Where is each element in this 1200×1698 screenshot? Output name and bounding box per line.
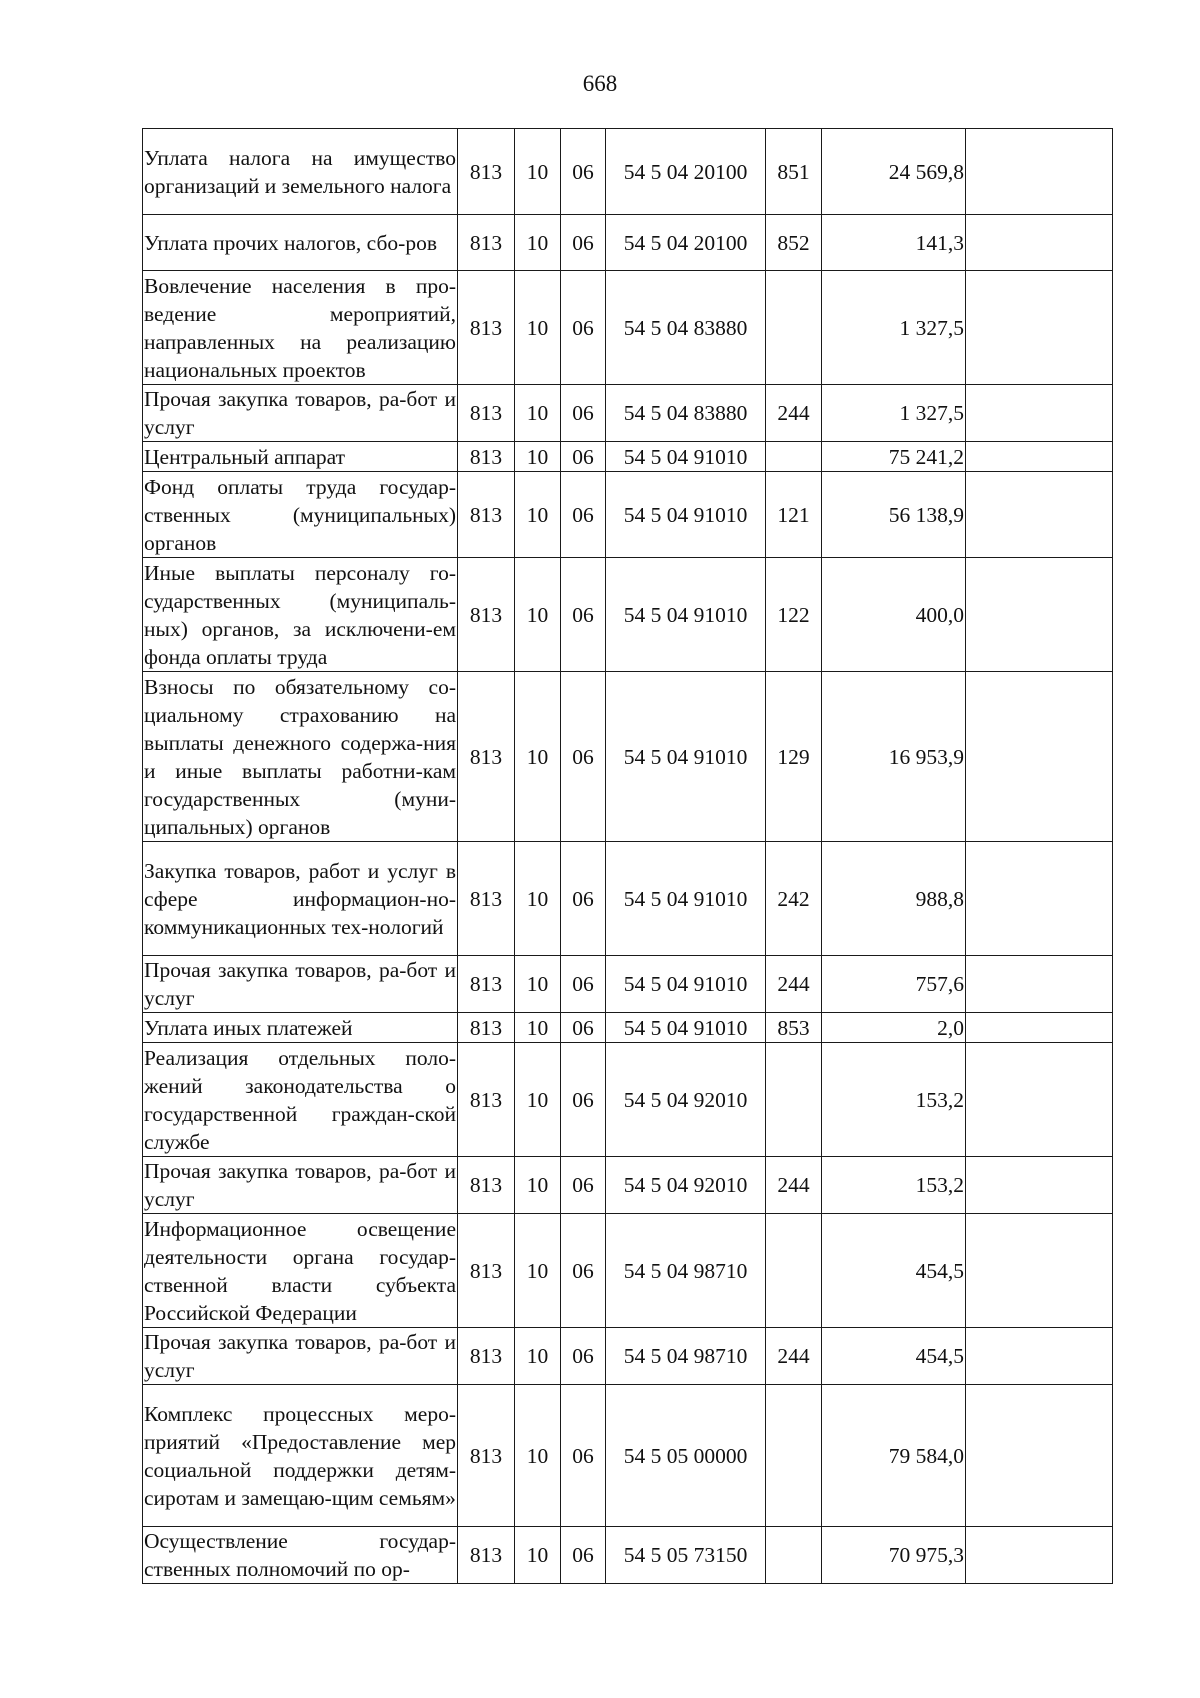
expense-type-code: 122 bbox=[766, 558, 822, 672]
table-row bbox=[143, 271, 1113, 385]
target-article-code: 54 5 04 91010 bbox=[606, 442, 766, 472]
subsection-code: 06 bbox=[561, 1013, 606, 1043]
table-row bbox=[143, 1043, 1113, 1157]
section-code: 10 bbox=[515, 558, 561, 672]
subsection-code: 06 bbox=[561, 558, 606, 672]
section-code: 10 bbox=[515, 1043, 561, 1157]
section-code: 10 bbox=[515, 1527, 561, 1584]
amount: 1 327,5 bbox=[822, 271, 966, 385]
section-code: 10 bbox=[515, 215, 561, 271]
expense-type-code: 244 bbox=[766, 1157, 822, 1214]
table-row bbox=[143, 1527, 1113, 1584]
subsection-code: 06 bbox=[561, 472, 606, 558]
expense-type-code: 852 bbox=[766, 215, 822, 271]
target-article-code: 54 5 05 73150 bbox=[606, 1527, 766, 1584]
subsection-code: 06 bbox=[561, 1385, 606, 1527]
item-name: Вовлечение населения в про-ведение мероприятий, направленных на реализацию национальных проектов bbox=[143, 271, 458, 385]
table-body bbox=[143, 129, 1113, 1584]
subsection-code: 06 bbox=[561, 1527, 606, 1584]
target-article-code: 54 5 04 91010 bbox=[606, 1013, 766, 1043]
ministry-code: 813 bbox=[458, 1013, 515, 1043]
extra-cell bbox=[966, 1157, 1113, 1214]
expense-type-code bbox=[766, 442, 822, 472]
expense-type-code: 129 bbox=[766, 672, 822, 842]
expense-type-code: 244 bbox=[766, 1328, 822, 1385]
section-code: 10 bbox=[515, 271, 561, 385]
extra-cell bbox=[966, 842, 1113, 956]
item-name: Реализация отдельных поло-жений законодательства о государственной граждан-ской службе bbox=[143, 1043, 458, 1157]
subsection-code: 06 bbox=[561, 842, 606, 956]
item-name: Центральный аппарат bbox=[143, 442, 458, 472]
table-row bbox=[143, 1013, 1113, 1043]
ministry-code: 813 bbox=[458, 558, 515, 672]
ministry-code: 813 bbox=[458, 1385, 515, 1527]
ministry-code: 813 bbox=[458, 1527, 515, 1584]
section-code: 10 bbox=[515, 1013, 561, 1043]
table-row bbox=[143, 1385, 1113, 1527]
expense-type-code: 853 bbox=[766, 1013, 822, 1043]
table-row bbox=[143, 672, 1113, 842]
section-code: 10 bbox=[515, 472, 561, 558]
amount: 75 241,2 bbox=[822, 442, 966, 472]
amount: 16 953,9 bbox=[822, 672, 966, 842]
item-name: Взносы по обязательному со-циальному страхованию на выплаты денежного содержа-ния и иные выплаты работни-кам государственных (муни-ципальных) органов bbox=[143, 672, 458, 842]
expense-type-code bbox=[766, 1214, 822, 1328]
item-name: Осуществление государ-ственных полномочий по ор- bbox=[143, 1527, 458, 1584]
amount: 24 569,8 bbox=[822, 129, 966, 215]
section-code: 10 bbox=[515, 442, 561, 472]
amount: 141,3 bbox=[822, 215, 966, 271]
amount: 454,5 bbox=[822, 1214, 966, 1328]
extra-cell bbox=[966, 442, 1113, 472]
amount: 1 327,5 bbox=[822, 385, 966, 442]
target-article-code: 54 5 04 91010 bbox=[606, 472, 766, 558]
target-article-code: 54 5 04 83880 bbox=[606, 385, 766, 442]
subsection-code: 06 bbox=[561, 672, 606, 842]
subsection-code: 06 bbox=[561, 442, 606, 472]
extra-cell bbox=[966, 956, 1113, 1013]
subsection-code: 06 bbox=[561, 1214, 606, 1328]
ministry-code: 813 bbox=[458, 1328, 515, 1385]
item-name: Прочая закупка товаров, ра-бот и услуг bbox=[143, 1328, 458, 1385]
extra-cell bbox=[966, 1385, 1113, 1527]
extra-cell bbox=[966, 129, 1113, 215]
expense-type-code: 244 bbox=[766, 956, 822, 1013]
table-row bbox=[143, 558, 1113, 672]
subsection-code: 06 bbox=[561, 1157, 606, 1214]
section-code: 10 bbox=[515, 1214, 561, 1328]
expense-type-code: 851 bbox=[766, 129, 822, 215]
target-article-code: 54 5 04 91010 bbox=[606, 672, 766, 842]
subsection-code: 06 bbox=[561, 215, 606, 271]
table-row bbox=[143, 1214, 1113, 1328]
ministry-code: 813 bbox=[458, 271, 515, 385]
extra-cell bbox=[966, 385, 1113, 442]
subsection-code: 06 bbox=[561, 129, 606, 215]
ministry-code: 813 bbox=[458, 842, 515, 956]
table-row bbox=[143, 842, 1113, 956]
item-name: Фонд оплаты труда государ-ственных (муниципальных) органов bbox=[143, 472, 458, 558]
amount: 400,0 bbox=[822, 558, 966, 672]
table-row bbox=[143, 1157, 1113, 1214]
budget-table bbox=[142, 128, 1113, 1584]
extra-cell bbox=[966, 1527, 1113, 1584]
section-code: 10 bbox=[515, 1385, 561, 1527]
expense-type-code: 244 bbox=[766, 385, 822, 442]
section-code: 10 bbox=[515, 956, 561, 1013]
subsection-code: 06 bbox=[561, 1328, 606, 1385]
target-article-code: 54 5 04 98710 bbox=[606, 1328, 766, 1385]
amount: 988,8 bbox=[822, 842, 966, 956]
extra-cell bbox=[966, 1328, 1113, 1385]
section-code: 10 bbox=[515, 1157, 561, 1214]
ministry-code: 813 bbox=[458, 956, 515, 1013]
target-article-code: 54 5 04 20100 bbox=[606, 129, 766, 215]
amount: 70 975,3 bbox=[822, 1527, 966, 1584]
section-code: 10 bbox=[515, 672, 561, 842]
table-row bbox=[143, 385, 1113, 442]
page-number: 668 bbox=[582, 71, 618, 96]
expense-type-code bbox=[766, 1385, 822, 1527]
ministry-code: 813 bbox=[458, 385, 515, 442]
item-name: Прочая закупка товаров, ра-бот и услуг bbox=[143, 956, 458, 1013]
extra-cell bbox=[966, 215, 1113, 271]
item-name: Прочая закупка товаров, ра-бот и услуг bbox=[143, 1157, 458, 1214]
ministry-code: 813 bbox=[458, 1214, 515, 1328]
target-article-code: 54 5 04 92010 bbox=[606, 1157, 766, 1214]
target-article-code: 54 5 04 91010 bbox=[606, 956, 766, 1013]
extra-cell bbox=[966, 558, 1113, 672]
extra-cell bbox=[966, 271, 1113, 385]
extra-cell bbox=[966, 1013, 1113, 1043]
target-article-code: 54 5 04 91010 bbox=[606, 842, 766, 956]
item-name: Уплата иных платежей bbox=[143, 1013, 458, 1043]
target-article-code: 54 5 04 91010 bbox=[606, 558, 766, 672]
table-row bbox=[143, 472, 1113, 558]
ministry-code: 813 bbox=[458, 472, 515, 558]
table-row bbox=[143, 129, 1113, 215]
expense-type-code: 121 bbox=[766, 472, 822, 558]
amount: 153,2 bbox=[822, 1157, 966, 1214]
section-code: 10 bbox=[515, 129, 561, 215]
extra-cell bbox=[966, 472, 1113, 558]
target-article-code: 54 5 04 83880 bbox=[606, 271, 766, 385]
item-name: Иные выплаты персоналу го-сударственных (муниципаль-ных) органов, за исключени-ем фонда оплаты труда bbox=[143, 558, 458, 672]
amount: 757,6 bbox=[822, 956, 966, 1013]
extra-cell bbox=[966, 1214, 1113, 1328]
item-name: Прочая закупка товаров, ра-бот и услуг bbox=[143, 385, 458, 442]
target-article-code: 54 5 04 98710 bbox=[606, 1214, 766, 1328]
subsection-code: 06 bbox=[561, 271, 606, 385]
subsection-code: 06 bbox=[561, 385, 606, 442]
item-name: Уплата прочих налогов, сбо-ров bbox=[143, 215, 458, 271]
expense-type-code: 242 bbox=[766, 842, 822, 956]
ministry-code: 813 bbox=[458, 129, 515, 215]
extra-cell bbox=[966, 672, 1113, 842]
amount: 56 138,9 bbox=[822, 472, 966, 558]
section-code: 10 bbox=[515, 842, 561, 956]
amount: 454,5 bbox=[822, 1328, 966, 1385]
expense-type-code bbox=[766, 1527, 822, 1584]
amount: 153,2 bbox=[822, 1043, 966, 1157]
section-code: 10 bbox=[515, 1328, 561, 1385]
ministry-code: 813 bbox=[458, 672, 515, 842]
expense-type-code bbox=[766, 271, 822, 385]
ministry-code: 813 bbox=[458, 1043, 515, 1157]
amount: 79 584,0 bbox=[822, 1385, 966, 1527]
ministry-code: 813 bbox=[458, 215, 515, 271]
item-name: Уплата налога на имущество организаций и земельного налога bbox=[143, 129, 458, 215]
table-row bbox=[143, 215, 1113, 271]
item-name: Информационное освещение деятельности органа государ-ственной власти субъекта Российской Федерации bbox=[143, 1214, 458, 1328]
target-article-code: 54 5 04 20100 bbox=[606, 215, 766, 271]
subsection-code: 06 bbox=[561, 956, 606, 1013]
amount: 2,0 bbox=[822, 1013, 966, 1043]
ministry-code: 813 bbox=[458, 1157, 515, 1214]
section-code: 10 bbox=[515, 385, 561, 442]
expense-type-code bbox=[766, 1043, 822, 1157]
subsection-code: 06 bbox=[561, 1043, 606, 1157]
item-name: Закупка товаров, работ и услуг в сфере информацион-но-коммуникационных тех-нологий bbox=[143, 842, 458, 956]
extra-cell bbox=[966, 1043, 1113, 1157]
table-row bbox=[143, 442, 1113, 472]
target-article-code: 54 5 05 00000 bbox=[606, 1385, 766, 1527]
ministry-code: 813 bbox=[458, 442, 515, 472]
item-name: Комплекс процессных меро-приятий «Предоставление мер социальной поддержки детям-сиротам и замещаю-щим семьям» bbox=[143, 1385, 458, 1527]
target-article-code: 54 5 04 92010 bbox=[606, 1043, 766, 1157]
table-row bbox=[143, 1328, 1113, 1385]
table-row bbox=[143, 956, 1113, 1013]
